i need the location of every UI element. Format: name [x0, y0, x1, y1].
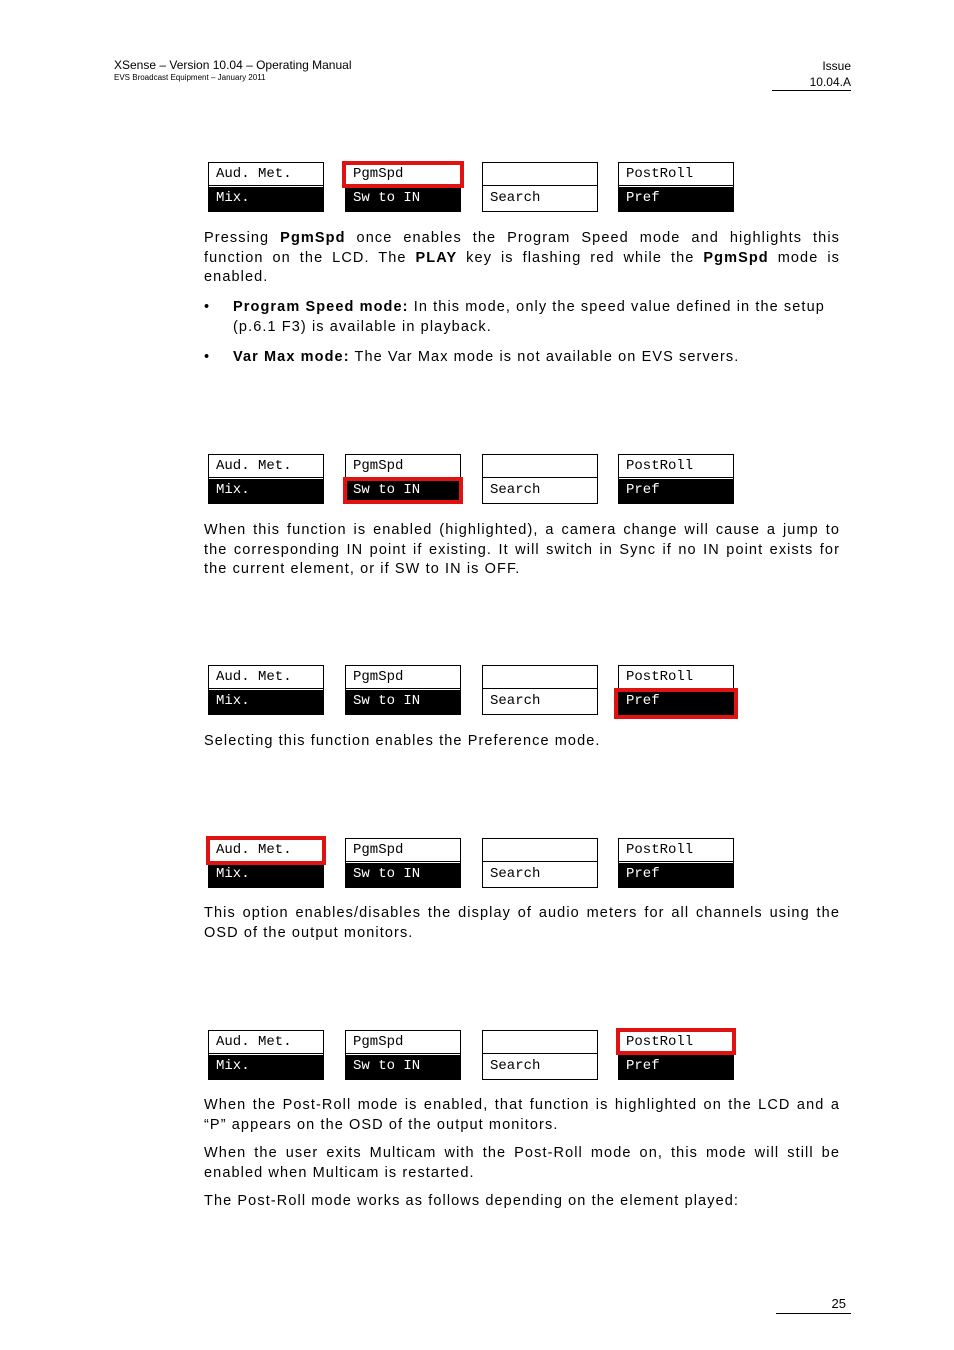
issue-label: Issue [822, 59, 851, 73]
paragraph-pgmspd: Pressing PgmSpd once enables the Program Speed mode and highlights this function on the LCD. The PLAY key is flashing red while the PgmSpd mode is enabled. [204, 230, 841, 285]
lcd-key-4 [618, 454, 734, 504]
highlight-box [616, 1028, 736, 1055]
lcd-pgmspd: PgmSpd [346, 455, 460, 478]
lcd-key-3 [482, 162, 598, 212]
lcd-key-2 [345, 1030, 461, 1080]
footer-rule [776, 1313, 851, 1314]
lcd-key-3 [482, 454, 598, 504]
bullet-dot: • [204, 349, 211, 365]
lcd-aud-met: Aud. Met. [209, 666, 323, 689]
paragraph-pref: Selecting this function enables the Preference mode. [204, 733, 601, 749]
page-number: 25 [831, 1296, 846, 1311]
lcd-postroll: PostRoll [619, 839, 733, 862]
lcd-key-2 [345, 838, 461, 888]
lcd-key-4 [618, 838, 734, 888]
lcd-panel-pref [208, 665, 736, 715]
lcd-sw-to-in: Sw to IN [346, 479, 460, 503]
lcd-key-3 [482, 838, 598, 888]
issue-block [772, 58, 851, 90]
lcd-key-2 [345, 665, 461, 715]
lcd-postroll: PostRoll [619, 1031, 733, 1054]
page-header [114, 58, 352, 83]
lcd-panel-pgmspd [208, 162, 736, 212]
lcd-mix: Mix. [209, 187, 323, 211]
lcd-empty [483, 455, 597, 478]
highlight-box [206, 836, 326, 865]
paragraph-postroll-2: When the user exits Multicam with the Post-Roll mode on, this mode will still be enabled when Multicam is restarted. [204, 1145, 840, 1181]
lcd-search: Search [490, 190, 541, 206]
lcd-key-3 [482, 665, 598, 715]
header-rule [772, 90, 851, 91]
document-subtitle: EVS Broadcast Equipment – January 2011 [114, 73, 266, 82]
lcd-mix: Mix. [209, 863, 323, 887]
lcd-pgmspd: PgmSpd [346, 163, 460, 186]
document-title: XSense – Version 10.04 – Operating Manual [114, 58, 352, 72]
lcd-key-4 [618, 162, 734, 212]
lcd-empty [483, 839, 597, 862]
paragraph-swtoin: When this function is enabled (highlighted), a camera change will cause a jump to the corresponding IN point if existing. It will switch in Sync if no IN point exists for the current element, or if SW to IN is OFF. [204, 522, 840, 577]
lcd-empty [483, 666, 597, 689]
lcd-pref: Pref [619, 863, 733, 887]
lcd-panel-swtoin [208, 454, 736, 504]
lcd-aud-met: Aud. Met. [209, 839, 323, 862]
highlight-box [614, 688, 738, 719]
lcd-search: Search [490, 1058, 541, 1074]
lcd-mix: Mix. [209, 479, 323, 503]
bullet-program-speed: • Program Speed mode: In this mode, only the speed value defined in the setup (p.6.1 F3) is available in playback. [204, 299, 825, 335]
lcd-search: Search [490, 866, 541, 882]
lcd-key-1 [208, 454, 324, 504]
lcd-sw-to-in: Sw to IN [346, 1055, 460, 1079]
bullet-var-max: • Var Max mode: The Var Max mode is not available on EVS servers. [204, 348, 840, 368]
lcd-sw-to-in: Sw to IN [346, 863, 460, 887]
lcd-panel-audmet [208, 838, 736, 888]
lcd-key-1 [208, 162, 324, 212]
lcd-postroll: PostRoll [619, 666, 733, 689]
lcd-key-1 [208, 665, 324, 715]
paragraph-audmet: This option enables/disables the display of audio meters for all channels using the OSD of the output monitors. [204, 905, 840, 941]
lcd-aud-met: Aud. Met. [209, 163, 323, 186]
paragraph-postroll-1: When the Post-Roll mode is enabled, that function is highlighted on the LCD and a “P” appears on the OSD of the output monitors. [204, 1097, 840, 1133]
bullet-dot: • [204, 299, 211, 315]
highlight-box [342, 161, 464, 188]
lcd-postroll: PostRoll [619, 163, 733, 186]
lcd-sw-to-in: Sw to IN [346, 187, 460, 211]
lcd-pref: Pref [619, 187, 733, 211]
lcd-sw-to-in: Sw to IN [346, 690, 460, 714]
lcd-pref: Pref [619, 1055, 733, 1079]
lcd-pgmspd: PgmSpd [346, 839, 460, 862]
lcd-pgmspd: PgmSpd [346, 666, 460, 689]
lcd-search: Search [490, 482, 541, 498]
lcd-panel-postroll [208, 1030, 736, 1080]
lcd-key-1 [208, 1030, 324, 1080]
lcd-aud-met: Aud. Met. [209, 1031, 323, 1054]
lcd-aud-met: Aud. Met. [209, 455, 323, 478]
paragraph-postroll-3: The Post-Roll mode works as follows depending on the element played: [204, 1193, 740, 1209]
lcd-postroll: PostRoll [619, 455, 733, 478]
lcd-search: Search [490, 693, 541, 709]
issue-value: 10.04.A [809, 75, 851, 89]
lcd-mix: Mix. [209, 690, 323, 714]
lcd-empty [483, 1031, 597, 1054]
lcd-pref: Pref [619, 479, 733, 503]
lcd-pref: Pref [619, 690, 733, 714]
highlight-box [343, 477, 463, 504]
lcd-pgmspd: PgmSpd [346, 1031, 460, 1054]
lcd-empty [483, 163, 597, 186]
lcd-key-3 [482, 1030, 598, 1080]
lcd-mix: Mix. [209, 1055, 323, 1079]
